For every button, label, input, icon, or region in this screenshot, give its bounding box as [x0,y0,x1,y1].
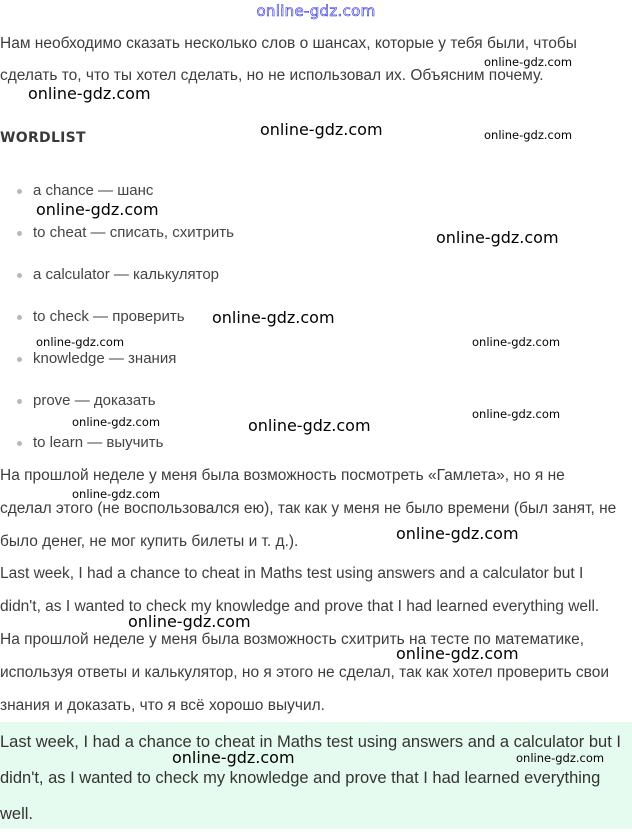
watermark: online-gdz.com [72,415,161,429]
watermark: online-gdz.com [436,228,559,247]
wordlist-item-text: a calculator — калькулятор [33,266,220,283]
watermark: online-gdz.com [472,335,561,349]
answer-highlight-text: Last week, I had a chance to cheat in Maths test using answers and a calculator but I didn't, as I wanted to check my knowledge and prove that I had learned everything well. [0,733,621,823]
wordlist-item-text: a chance — шанс [33,182,154,199]
wordlist-item-text: to check — проверить [33,308,185,325]
bullet-icon [17,315,22,320]
bullet-icon [17,231,22,236]
bullet-icon [17,399,22,404]
bullet-icon [17,357,22,362]
watermark: online-gdz.com [472,407,561,421]
watermark: online-gdz.com [128,612,251,631]
example-paragraph-ru: На прошлой неделе у меня была возможность посмотреть «Гамлета», но я не сделал этого (не воспользовался ею), так как у меня не было времени (был занят, не было денег, не мог купить билеты и т. д.). [0,467,617,550]
watermark: online-gdz.com [396,524,519,543]
wordlist-item [0,220,234,262]
watermark: online-gdz.com [248,416,371,435]
site-header-watermark: online-gdz.com [256,2,376,20]
wordlist-item-text: to cheat — списать, схитрить [33,224,234,241]
wordlist-item-text: to learn — выучить [33,434,164,451]
bullet-icon [17,189,22,194]
watermark: online-gdz.com [28,84,151,103]
watermark: online-gdz.com [72,487,161,501]
watermark: online-gdz.com [484,55,573,69]
watermark: online-gdz.com [36,335,125,349]
watermark: online-gdz.com [396,644,519,663]
watermark: online-gdz.com [484,128,573,142]
wordlist-item [0,346,234,388]
bullet-icon [17,273,22,278]
wordlist-item [0,262,234,304]
watermark: online-gdz.com [516,751,605,765]
wordlist-item-text: knowledge — знания [33,350,177,367]
watermark: online-gdz.com [212,308,335,327]
watermark: online-gdz.com [172,748,295,767]
bullet-icon [17,441,22,446]
watermark: online-gdz.com [260,120,383,139]
watermark: online-gdz.com [36,200,159,219]
wordlist-heading: WORDLIST [0,130,86,146]
intro-paragraph: Нам необходимо сказать несколько слов о шансах, которые у тебя были, чтобы сделать то, что ты хотел сделать, но не использовал их. Объясним почему. [0,35,577,84]
answer-paragraph-with-translation: Last week, I had a chance to cheat in Maths test using answers and a calculator but I didn't, as I wanted to check my knowledge and prove that I had learned everything well. На прошлой неделе у меня была возможность схитрить на тесте по математике, используя ответы и калькулятор, но я этого не сделал, так как хотел проверить свои знания и доказать, что я всё хорошо выучил. [0,565,610,714]
wordlist-item-text: prove — доказать [33,392,156,409]
